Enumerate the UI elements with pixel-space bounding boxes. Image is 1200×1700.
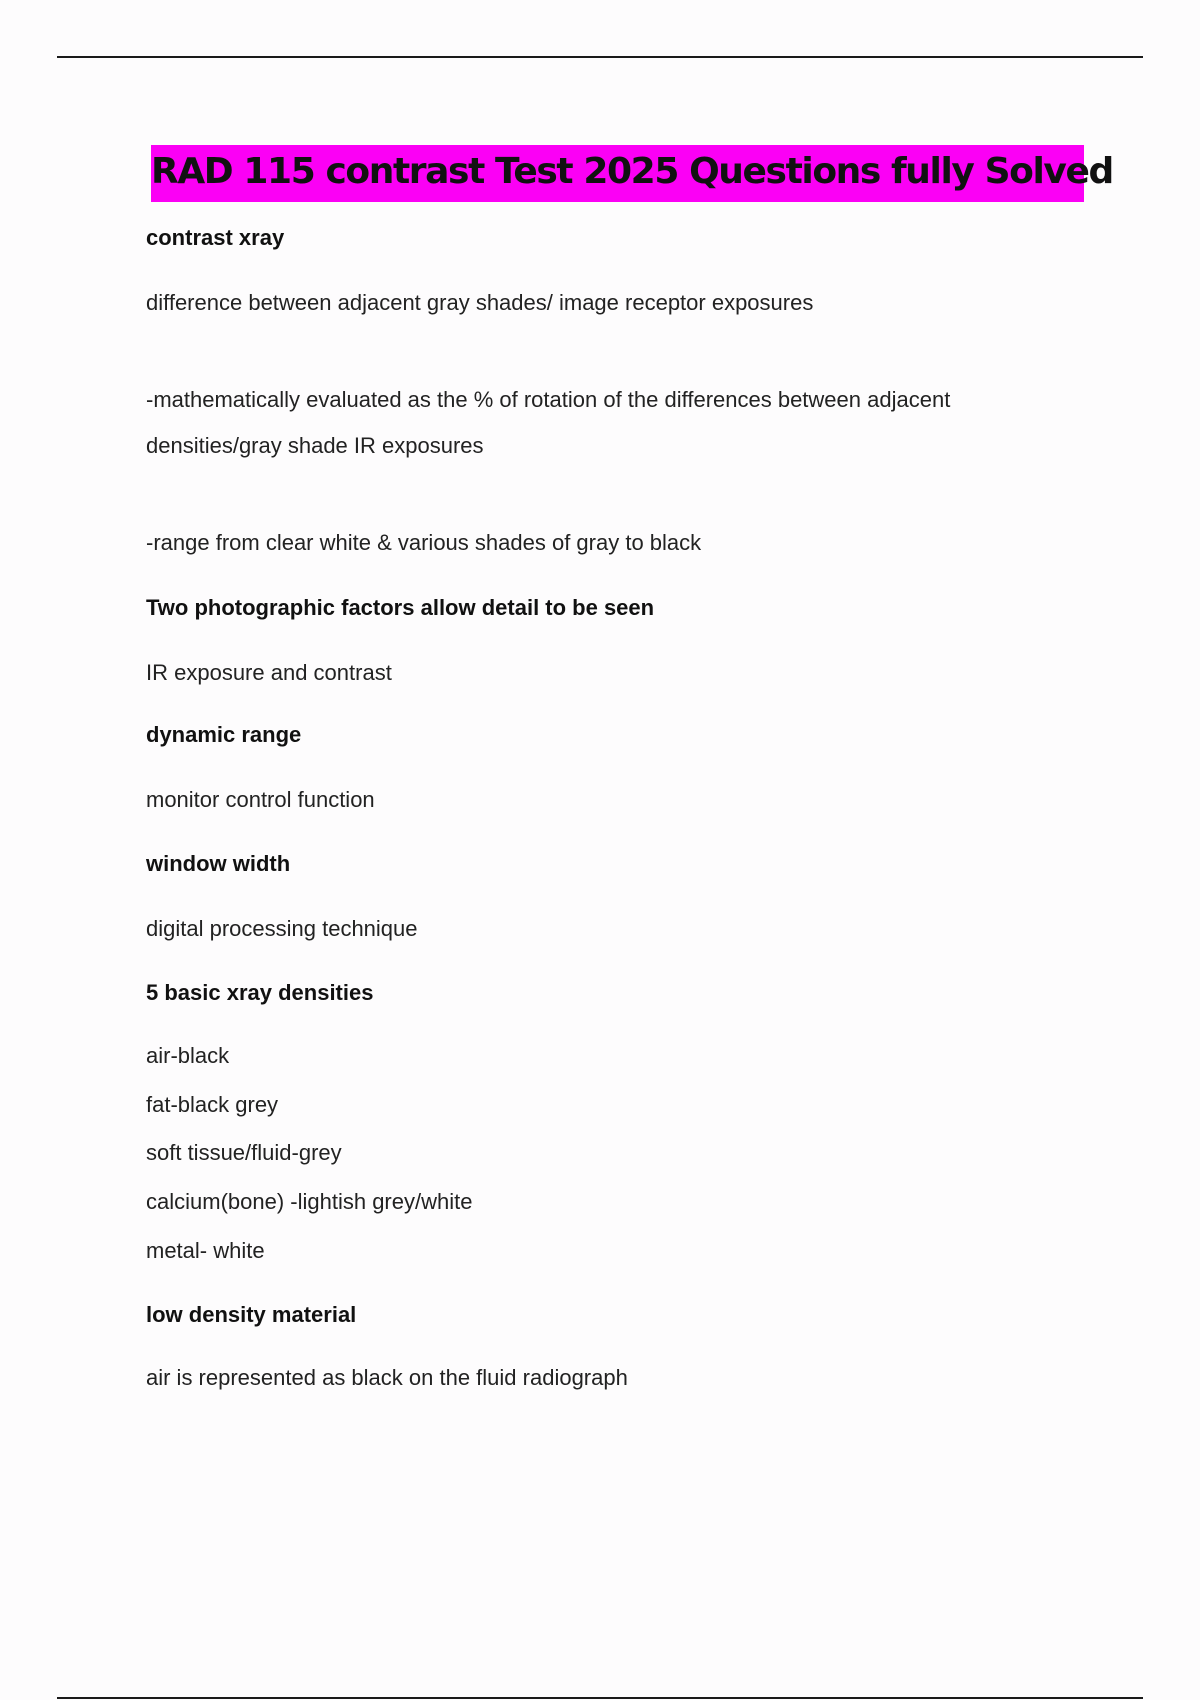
answer-5-line-1: air-black [146, 1043, 230, 1068]
answer-4-line-1: digital processing technique [146, 916, 418, 941]
answer-5-line-5: metal- white [146, 1238, 265, 1263]
title-highlight [151, 145, 1113, 202]
question-4: window width [146, 851, 291, 876]
question-5: 5 basic xray densities [146, 980, 374, 1005]
question-6: low density material [146, 1302, 357, 1327]
answer-6-line-1: air is represented as black on the fluid radiograph [146, 1365, 628, 1390]
question-3: dynamic range [146, 722, 302, 747]
answer-5-line-2: fat-black grey [146, 1092, 279, 1117]
answer-1-line-1: difference between adjacent gray shades/ image receptor exposures [146, 290, 814, 315]
bottom-rule [57, 1697, 1143, 1699]
question-2: Two photographic factors allow detail to be seen [146, 595, 655, 620]
top-rule [57, 56, 1143, 58]
answer-2-line-1: IR exposure and contrast [146, 660, 392, 685]
answer-1-line-2: -mathematically evaluated as the % of rotation of the differences between adjacent [146, 387, 951, 412]
answer-3-line-1: monitor control function [146, 787, 375, 812]
question-1: contrast xray [146, 225, 285, 250]
answer-5-line-4: calcium(bone) -lightish grey/white [146, 1189, 473, 1214]
answer-1-line-3: densities/gray shade IR exposures [146, 433, 484, 458]
document-title: RAD 115 contrast Test 2025 Questions fully Solved [151, 151, 1113, 192]
answer-1-line-4: -range from clear white & various shades of gray to black [146, 530, 702, 555]
answer-5-line-3: soft tissue/fluid-grey [146, 1140, 342, 1165]
